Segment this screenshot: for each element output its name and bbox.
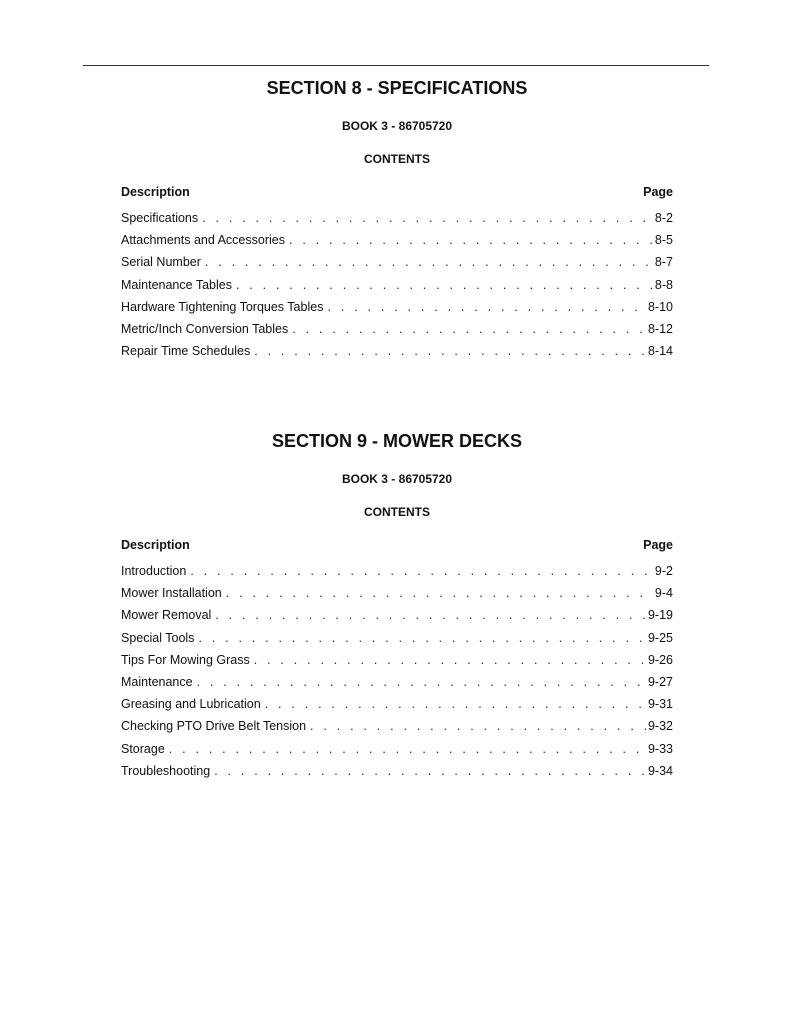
toc-entry[interactable] <box>121 318 673 340</box>
dot-leader <box>265 693 646 715</box>
toc-entry[interactable] <box>121 582 673 604</box>
toc-entry[interactable] <box>121 560 673 582</box>
toc-entry-label: Mower Installation <box>121 586 222 601</box>
toc-entry-label: Storage <box>121 741 165 756</box>
toc-entry-label: Attachments and Accessories <box>121 233 285 248</box>
dot-leader <box>202 207 653 229</box>
book-number: BOOK 3 - 86705720 <box>341 119 453 133</box>
toc-entry[interactable] <box>121 251 673 273</box>
toc-entry[interactable] <box>121 693 673 715</box>
toc-entry[interactable] <box>121 738 673 760</box>
toc-entry-label: Checking PTO Drive Belt Tension <box>121 719 307 734</box>
book-number: BOOK 3 - 86705720 <box>341 472 453 486</box>
dot-leader <box>254 649 646 671</box>
toc-entry-page: 8-8 <box>654 277 673 292</box>
toc-entry-label: Maintenance Tables <box>121 277 232 292</box>
dot-leader <box>236 274 653 296</box>
contents-heading: CONTENTS <box>364 505 430 519</box>
toc-entry-page: 8-5 <box>654 233 673 248</box>
page-column-header: Page <box>643 185 673 199</box>
toc-entry[interactable] <box>121 649 673 671</box>
toc-entry-label: Greasing and Lubrication <box>121 697 261 712</box>
dot-leader <box>198 627 646 649</box>
section-title: SECTION 8 - SPECIFICATIONS <box>266 78 528 98</box>
toc-entry-label: Serial Number <box>121 255 201 270</box>
toc-list <box>121 207 673 362</box>
toc-entry-label: Tips For Mowing Grass <box>121 652 250 667</box>
dot-leader <box>169 738 646 760</box>
toc-entry-label: Maintenance <box>121 674 193 689</box>
contents-heading: CONTENTS <box>364 152 430 166</box>
toc-entry-page: 8-2 <box>654 211 673 225</box>
toc-entry-label: Hardware Tightening Torques Tables <box>121 299 324 314</box>
section-8 <box>121 76 673 362</box>
dot-leader <box>190 560 653 582</box>
toc-entry-label: Specifications <box>121 211 199 225</box>
toc-entry-page: 9-26 <box>647 652 673 667</box>
toc-entry[interactable] <box>121 671 673 693</box>
dot-leader <box>197 671 646 693</box>
toc-entry[interactable] <box>121 760 673 782</box>
toc-header <box>121 538 673 552</box>
toc-entry-label: Special Tools <box>121 630 195 645</box>
toc-entry[interactable] <box>121 604 673 626</box>
toc-entry-page: 9-2 <box>654 564 673 578</box>
dot-leader <box>214 760 646 782</box>
dot-leader <box>292 318 646 340</box>
dot-leader <box>310 715 646 737</box>
dot-leader <box>254 340 646 362</box>
toc-entry-page: 9-34 <box>647 763 673 778</box>
toc-entry-page: 9-27 <box>647 674 673 689</box>
description-column-header: Description <box>121 538 190 552</box>
toc-entry-label: Mower Removal <box>121 608 212 623</box>
section-9 <box>121 429 673 782</box>
dot-leader <box>215 604 646 626</box>
toc-entry-label: Metric/Inch Conversion Tables <box>121 321 289 336</box>
dot-leader <box>205 251 653 273</box>
toc-entry-page: 9-32 <box>647 719 673 734</box>
dot-leader <box>226 582 653 604</box>
page-column-header: Page <box>643 538 673 552</box>
toc-entry-page: 8-7 <box>654 255 673 270</box>
toc-entry-page: 8-14 <box>647 344 673 359</box>
toc-entry-page: 9-19 <box>647 608 673 623</box>
toc-entry-page: 9-33 <box>647 741 673 756</box>
toc-entry-label: Repair Time Schedules <box>121 344 251 359</box>
toc-entry[interactable] <box>121 207 673 229</box>
toc-entry[interactable] <box>121 627 673 649</box>
toc-entry[interactable] <box>121 340 673 362</box>
toc-entry-label: Introduction <box>121 564 187 578</box>
toc-entry[interactable] <box>121 229 673 251</box>
top-rule <box>83 65 709 66</box>
dot-leader <box>289 229 653 251</box>
section-title: SECTION 9 - MOWER DECKS <box>271 431 522 451</box>
toc-entry[interactable] <box>121 715 673 737</box>
dot-leader <box>327 296 646 318</box>
toc-list <box>121 560 673 782</box>
toc-entry[interactable] <box>121 274 673 296</box>
description-column-header: Description <box>121 185 190 199</box>
toc-header <box>121 185 673 199</box>
toc-entry-page: 9-4 <box>654 586 673 601</box>
toc-entry-page: 9-31 <box>647 697 673 712</box>
toc-entry-page: 8-10 <box>647 299 673 314</box>
toc-entry-page: 8-12 <box>647 321 673 336</box>
toc-entry[interactable] <box>121 296 673 318</box>
toc-entry-label: Troubleshooting <box>121 763 211 778</box>
toc-entry-page: 9-25 <box>647 630 673 645</box>
